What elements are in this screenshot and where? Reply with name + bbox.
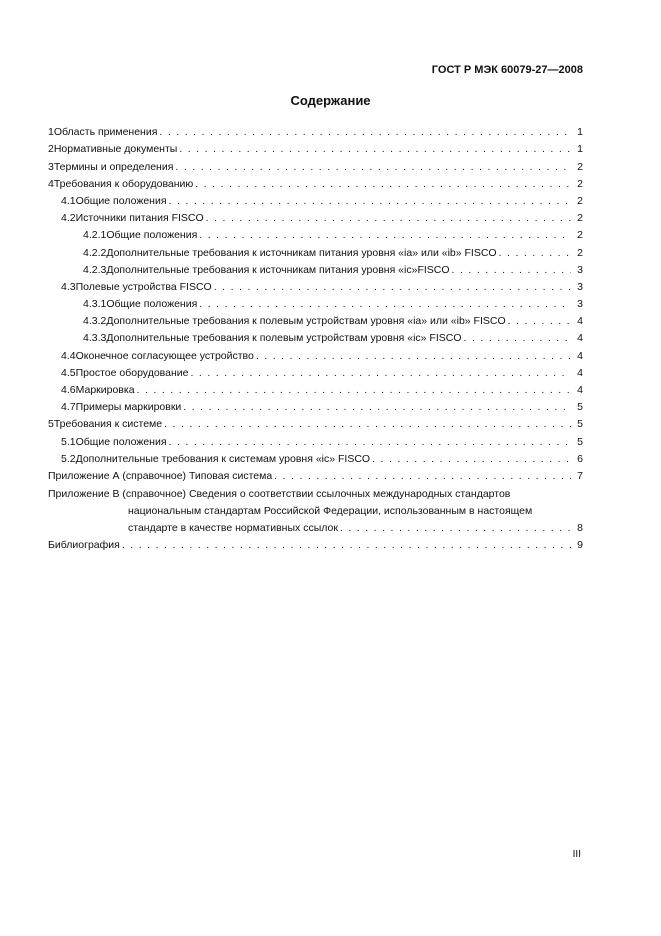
toc-entry-number: 4.3.3 <box>83 332 107 345</box>
toc-entry-page: 5 <box>577 418 583 431</box>
toc-entry-page: 5 <box>577 435 583 448</box>
toc-entry-page: 2 <box>577 177 583 190</box>
toc-entry[interactable] <box>48 190 583 207</box>
toc-entry-page: 2 <box>577 212 583 225</box>
toc-leader-dots <box>177 143 571 155</box>
toc-leader-dots <box>506 315 571 327</box>
toc-leader-dots <box>181 401 571 413</box>
toc-entry-number: 4.2.1 <box>83 229 107 242</box>
toc-entry-number: 4.3.2 <box>83 315 107 328</box>
toc-entry-label-line3: стандарте в качестве нормативных ссылок <box>128 522 338 535</box>
toc-leader-dots <box>497 247 571 259</box>
toc-entry-label: Простое оборудование <box>75 366 189 379</box>
toc-leader-dots <box>272 470 571 482</box>
toc-entry-number: 4.7 <box>61 401 76 414</box>
toc-entry[interactable] <box>48 379 583 396</box>
toc-entry-label: Общие положения <box>106 229 198 242</box>
toc-entry[interactable] <box>48 327 583 344</box>
toc-entry-label: Нормативные документы <box>53 143 178 156</box>
toc-entry-label: Термины и определения <box>53 160 174 173</box>
toc-entry-label: Приложение А (справочное) Типовая система <box>48 469 273 482</box>
toc-entry-label: Источники питания FISCO <box>75 212 204 225</box>
toc-entry-bibliography[interactable] <box>48 534 583 551</box>
toc-entry[interactable] <box>48 173 583 190</box>
toc-entry-number: 4.2.2 <box>83 246 107 259</box>
toc-leader-dots <box>204 212 571 224</box>
toc-entry-page: 4 <box>577 332 583 345</box>
toc-entry-page: 1 <box>577 126 583 139</box>
toc-entry-page: 2 <box>577 160 583 173</box>
toc-entry-number: 5.2 <box>61 452 76 465</box>
toc-leader-dots <box>135 384 571 396</box>
toc-entry-page: 2 <box>577 229 583 242</box>
toc-entry-page: 3 <box>577 263 583 276</box>
toc-entry-number: 5.1 <box>61 435 76 448</box>
toc-entry-label: Дополнительные требования к полевым устройствам уровня «ia» или «ib» FISCO <box>106 315 506 328</box>
toc-entry-number: 4.4 <box>61 349 76 362</box>
page-number: III <box>572 849 581 860</box>
toc-entry[interactable] <box>48 362 583 379</box>
toc-entry[interactable] <box>48 448 583 465</box>
toc-leader-dots <box>162 418 571 430</box>
toc-leader-dots <box>173 161 571 173</box>
toc-entry-appendix-b[interactable] <box>48 483 583 534</box>
toc-leader-dots <box>167 195 571 207</box>
toc-entry[interactable] <box>48 138 583 155</box>
toc-entry-page: 5 <box>577 401 583 414</box>
toc-entry-page: 1 <box>577 143 583 156</box>
toc-entry-label-line2: национальным стандартам Российской Федерации, использованным в настоящем <box>128 504 533 517</box>
toc-leader-dots <box>188 367 571 379</box>
toc-entry-label: Область применения <box>53 126 158 139</box>
toc-entry-label: Примеры маркировки <box>75 401 182 414</box>
toc-entry[interactable] <box>48 430 583 447</box>
toc-entries <box>48 121 583 465</box>
toc-title: Содержание <box>290 93 371 108</box>
toc-entry[interactable] <box>48 276 583 293</box>
toc-entry-label: Маркировка <box>75 384 135 396</box>
toc-entry[interactable] <box>48 241 583 258</box>
toc-entry-label: Дополнительные требования к источникам питания уровня «ia» или «ib» FISCO <box>106 246 497 259</box>
toc-entry-label: Дополнительные требования к источникам питания уровня «ic»FISCO <box>106 263 450 276</box>
toc-entry-label: Общие положения <box>75 435 167 448</box>
toc-entry-appendix-a[interactable] <box>48 465 583 482</box>
toc-entry[interactable] <box>48 224 583 241</box>
toc-entry[interactable] <box>48 396 583 413</box>
toc-entry-label: Требования к оборудованию <box>53 177 194 190</box>
toc-entry-label: Дополнительные требования к системам уровня «ic» FISCO <box>75 452 371 465</box>
toc-entry-label: Дополнительные требования к полевым устройствам уровня «ic» FISCO <box>106 332 462 345</box>
toc-entry-page: 3 <box>577 298 583 311</box>
toc-entry-label: Требования к системе <box>53 418 163 431</box>
toc-entry-number: 5 <box>48 418 54 431</box>
toc-leader-dots <box>120 539 571 551</box>
toc-entry-page: 4 <box>577 315 583 328</box>
toc-entry[interactable] <box>48 310 583 327</box>
toc-entry-number: 4.3 <box>61 280 76 293</box>
toc-entry-page: 4 <box>577 384 583 396</box>
toc-entry-page: 2 <box>577 246 583 259</box>
toc-entry-page: 7 <box>577 469 583 482</box>
toc-entry-page: 4 <box>577 366 583 379</box>
toc-entry[interactable] <box>48 155 583 172</box>
toc-leader-dots <box>197 229 571 241</box>
toc-entry-label: Библиография <box>48 539 120 552</box>
toc-entry[interactable] <box>48 259 583 276</box>
toc-leader-dots <box>254 350 571 362</box>
toc-entry-page: 2 <box>577 194 583 207</box>
toc-leader-dots <box>450 264 571 276</box>
document-id: ГОСТ Р МЭК 60079-27—2008 <box>431 64 583 76</box>
table-of-contents <box>48 121 583 551</box>
toc-entry-label: Общие положения <box>106 298 198 311</box>
toc-leader-dots <box>370 453 571 465</box>
toc-entry-label: Полевые устройства FISCO <box>75 280 212 293</box>
toc-entry-number: 3 <box>48 160 54 173</box>
toc-entry[interactable] <box>48 207 583 224</box>
toc-leader-dots <box>212 281 571 293</box>
toc-leader-dots <box>157 126 571 138</box>
toc-leader-dots <box>197 298 571 310</box>
toc-entry-number: 4.5 <box>61 366 76 379</box>
toc-entry-number: 4.2.3 <box>83 263 107 276</box>
toc-entry-number: 2 <box>48 143 54 156</box>
toc-entry-number: 4.1 <box>61 194 76 207</box>
toc-leader-dots <box>338 522 571 534</box>
toc-entry-label: Оконечное согласующее устройство <box>75 349 254 362</box>
toc-entry-number: 4.3.1 <box>83 298 107 311</box>
toc-entry-number: 4 <box>48 177 54 190</box>
toc-entry-page: 9 <box>577 539 583 552</box>
toc-entry-label-line1: Приложение В (справочное) Сведения о соответствии ссылочных международных стандартов <box>48 487 511 500</box>
toc-entry[interactable] <box>48 121 583 138</box>
toc-entry-page: 6 <box>577 452 583 465</box>
toc-entry-number: 1 <box>48 126 54 139</box>
toc-entry[interactable] <box>48 413 583 430</box>
toc-leader-dots <box>167 436 571 448</box>
toc-entry-page: 4 <box>577 349 583 362</box>
toc-entry[interactable] <box>48 344 583 361</box>
toc-entry-label: Общие положения <box>75 194 167 207</box>
toc-leader-dots <box>193 178 571 190</box>
toc-entry[interactable] <box>48 293 583 310</box>
toc-leader-dots <box>462 332 571 344</box>
toc-entry-number: 4.6 <box>61 384 76 396</box>
toc-entry-page: 8 <box>577 522 583 535</box>
toc-entry-page: 3 <box>577 280 583 293</box>
toc-entry-number: 4.2 <box>61 212 76 225</box>
